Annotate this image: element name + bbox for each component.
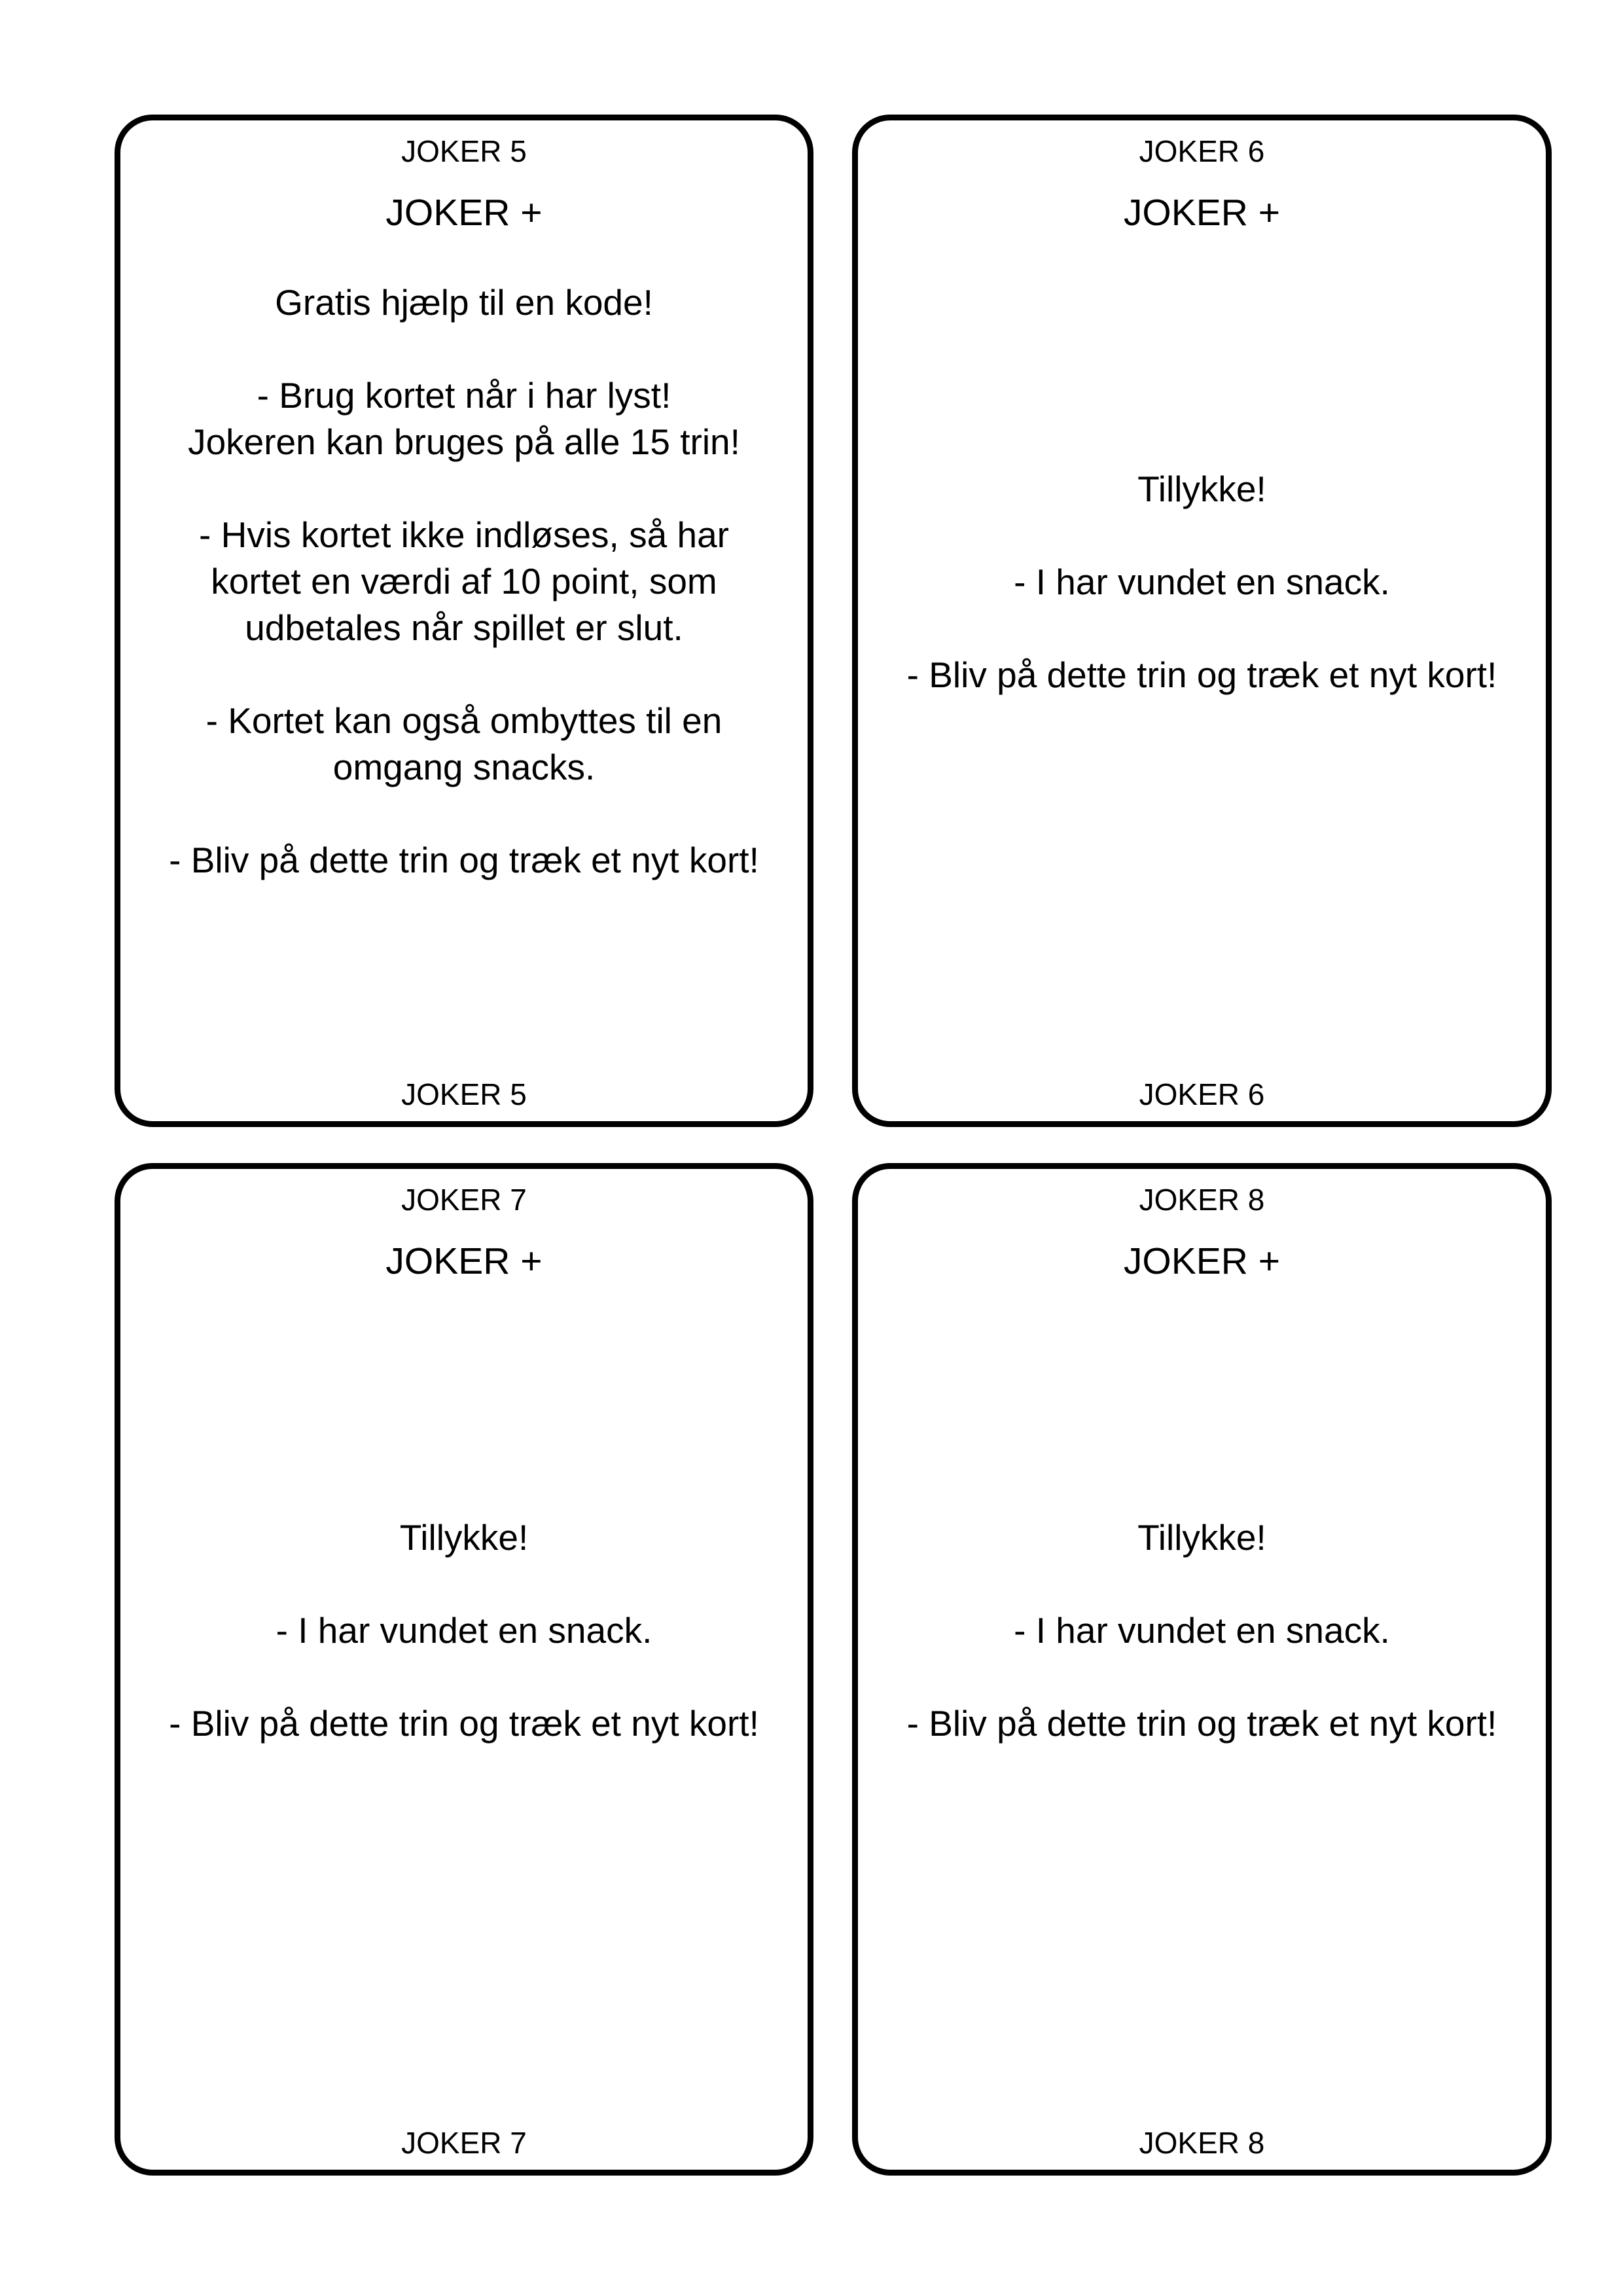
card-paragraph: - Kortet kan også ombyttes til en omgang snacks. bbox=[205, 700, 722, 787]
card-bottom-label: JOKER 8 bbox=[1139, 2126, 1265, 2160]
card-body bbox=[897, 1515, 1507, 1747]
card-top-label: JOKER 5 bbox=[401, 134, 527, 168]
card-paragraph: - Bliv på dette trin og træk et nyt kort! bbox=[906, 655, 1497, 695]
joker-card bbox=[115, 1163, 813, 2176]
card-heading: JOKER + bbox=[1123, 1240, 1281, 1282]
joker-card bbox=[115, 115, 813, 1127]
card-paragraph: - I har vundet en snack. bbox=[1014, 1610, 1390, 1651]
card-paragraph: Tillykke! bbox=[1137, 1517, 1266, 1558]
card-heading: JOKER + bbox=[1123, 192, 1281, 234]
card-paragraph: - Brug kortet når i har lyst! Jokeren kan bruges på alle 15 trin! bbox=[188, 375, 740, 462]
card-body bbox=[160, 279, 768, 884]
card-paragraph: - I har vundet en snack. bbox=[276, 1610, 652, 1651]
card-paragraph: - Hvis kortet ikke indløses, så har kortet en værdi af 10 point, som udbetales når spillet er slut. bbox=[199, 514, 729, 648]
card-paragraph: - I har vundet en snack. bbox=[1014, 562, 1390, 602]
card-heading: JOKER + bbox=[385, 192, 543, 234]
joker-card bbox=[852, 1163, 1552, 2176]
card-heading: JOKER + bbox=[385, 1240, 543, 1282]
card-body bbox=[160, 1515, 768, 1747]
card-paragraph: Gratis hjælp til en kode! bbox=[275, 282, 653, 323]
card-bottom-label: JOKER 6 bbox=[1139, 1077, 1265, 1111]
card-paragraph: - Bliv på dette trin og træk et nyt kort! bbox=[169, 840, 759, 880]
card-bottom-label: JOKER 7 bbox=[401, 2126, 527, 2160]
card-paragraph: Tillykke! bbox=[1137, 469, 1266, 509]
card-paragraph: Tillykke! bbox=[399, 1517, 529, 1558]
card-bottom-label: JOKER 5 bbox=[401, 1077, 527, 1111]
card-paragraph: - Bliv på dette trin og træk et nyt kort! bbox=[906, 1703, 1497, 1744]
card-top-label: JOKER 8 bbox=[1139, 1183, 1265, 1217]
joker-card bbox=[852, 115, 1552, 1127]
card-top-label: JOKER 7 bbox=[401, 1183, 527, 1217]
card-top-label: JOKER 6 bbox=[1139, 134, 1265, 168]
card-body bbox=[897, 466, 1507, 698]
card-paragraph: - Bliv på dette trin og træk et nyt kort! bbox=[169, 1703, 759, 1744]
